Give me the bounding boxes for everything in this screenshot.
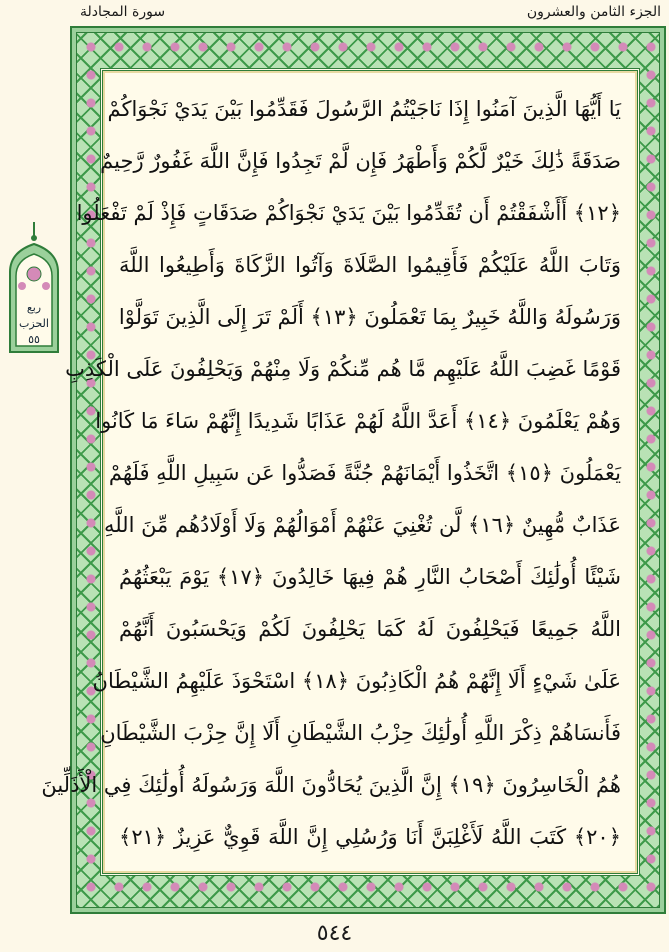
sura-label: سورة المجادلة — [80, 4, 166, 20]
page-frame — [41, 26, 666, 914]
text-line: هُمُ الْخَاسِرُونَ ﴿١٩﴾ إِنَّ الَّذِينَ يُحَادُّونَ اللَّهَ وَرَسُولَهُ أُولَٰئِكَ فِي الْأَذَلِّينَ — [41, 773, 621, 797]
hizb-number: ٥٥ — [28, 333, 40, 346]
text-line: وَتَابَ اللَّهُ عَلَيْكُمْ فَأَقِيمُوا الصَّلَاةَ وَآتُوا الزَّكَاةَ وَأَطِيعُوا اللَّهَ — [119, 253, 621, 277]
text-line: وَهُمْ يَعْلَمُونَ ﴿١٤﴾ أَعَدَّ اللَّهُ لَهُمْ عَذَابًا شَدِيدًا إِنَّهُمْ سَاءَ مَا كَانُوا — [95, 409, 621, 433]
hizb-label — [4, 300, 64, 348]
text-line: ﴿٢٠﴾ كَتَبَ اللَّهُ لَأَغْلِبَنَّ أَنَا وَرُسُلِي إِنَّ اللَّهَ قَوِيٌّ عَزِيزٌ ﴿٢١﴾ — [119, 825, 621, 849]
text-line: عَلَىٰ شَيْءٍ أَلَا إِنَّهُمْ هُمُ الْكَاذِبُونَ ﴿١٨﴾ اسْتَحْوَذَ عَلَيْهِمُ الشَّيْطَانُ — [92, 669, 621, 693]
text-line: يَعْمَلُونَ ﴿١٥﴾ اتَّخَذُوا أَيْمَانَهُمْ جُنَّةً فَصَدُّوا عَن سَبِيلِ اللَّهِ فَلَهُمْ — [108, 461, 621, 485]
text-line: اللَّهُ جَمِيعًا فَيَحْلِفُونَ لَهُ كَمَا يَحْلِفُونَ لَكُمْ وَيَحْسَبُونَ أَنَّهُمْ — [119, 617, 621, 641]
text-line: ﴿١٢﴾ أَأَشْفَقْتُمْ أَن تُقَدِّمُوا بَيْنَ يَدَيْ نَجْوَاكُمْ صَدَقَاتٍ فَإِذْ لَمْ تَفْعَلُوا — [76, 201, 621, 225]
text-line: شَيْئًا أُولَٰئِكَ أَصْحَابُ النَّارِ هُمْ فِيهَا خَالِدُونَ ﴿١٧﴾ يَوْمَ يَبْعَثُهُمُ — [119, 565, 621, 589]
verse-lines — [41, 83, 621, 865]
hizb-quarter: ربع — [26, 301, 42, 314]
text-line: فَأَنسَاهُمْ ذِكْرَ اللَّهِ أُولَٰئِكَ حِزْبُ الشَّيْطَانِ أَلَا إِنَّ حِزْبَ الشَّيْطَانِ — [100, 721, 621, 745]
juz-label: الجزء الثامن والعشرون — [526, 4, 661, 20]
hizb-word: الحزب — [19, 317, 49, 330]
text-line: قَوْمًا غَضِبَ اللَّهُ عَلَيْهِم مَّا هُم مِّنكُمْ وَلَا مِنْهُمْ وَيَحْلِفُونَ عَلَى الْكَذِبِ — [65, 357, 621, 381]
page-number: ٥٤٤ — [316, 921, 353, 946]
hizb-marker — [4, 222, 64, 358]
text-line: وَرَسُولَهُ وَاللَّهُ خَبِيرٌ بِمَا تَعْمَلُونَ ﴿١٣﴾ أَلَمْ تَرَ إِلَى الَّذِينَ تَوَلَّوْا — [118, 305, 621, 329]
text-line: عَذَابٌ مُّهِينٌ ﴿١٦﴾ لَّن تُغْنِيَ عَنْهُمْ أَمْوَالُهُمْ وَلَا أَوْلَادُهُم مِّنَ اللَّهِ — [103, 513, 621, 537]
text-line: يَا أَيُّهَا الَّذِينَ آمَنُوا إِذَا نَاجَيْتُمُ الرَّسُولَ فَقَدِّمُوا بَيْنَ يَدَيْ نَجْوَاكُمْ — [107, 97, 621, 121]
text-line: صَدَقَةً ذَٰلِكَ خَيْرٌ لَّكُمْ وَأَطْهَرُ فَإِن لَّمْ تَجِدُوا فَإِنَّ اللَّهَ غَفُورٌ رَّحِيمٌ — [100, 149, 621, 173]
text-panel — [41, 68, 640, 876]
